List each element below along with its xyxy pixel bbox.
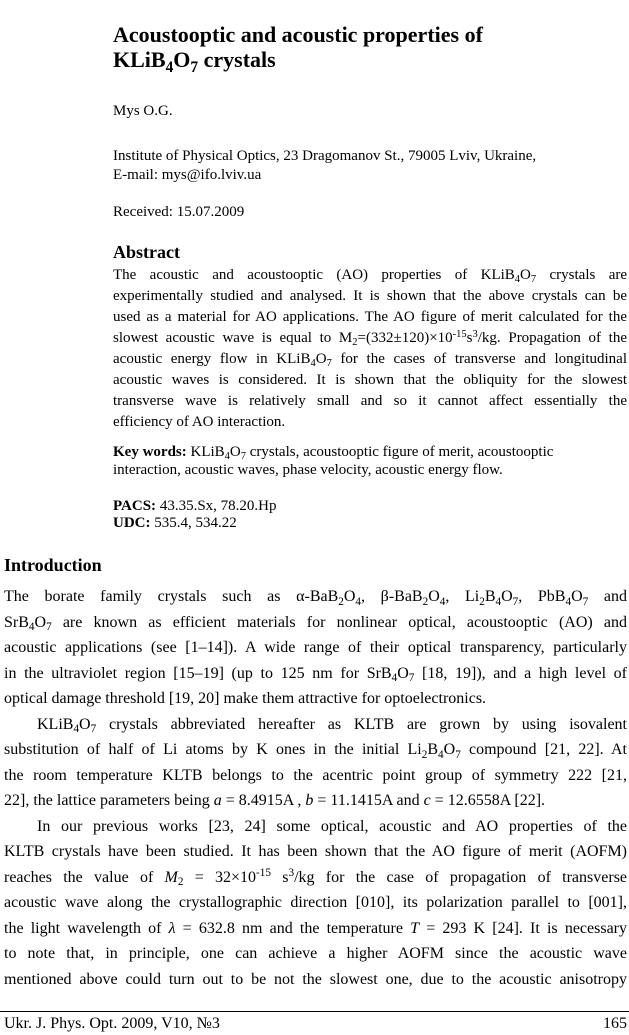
title-line bbox=[113, 47, 483, 76]
text-run: = 293 K [24]. It is necessary bbox=[419, 919, 628, 937]
text-run: = 8.4915A , bbox=[221, 792, 306, 809]
text-run: O bbox=[343, 588, 356, 605]
subscript: 7 bbox=[240, 451, 247, 463]
text-run: optical damage threshold [19, 20] make them attractive for optoelectronics. bbox=[4, 690, 487, 707]
italic-symbol: c bbox=[423, 792, 431, 809]
abstract-heading: Abstract bbox=[113, 242, 180, 262]
body-line bbox=[4, 890, 627, 916]
text-run: O bbox=[315, 351, 327, 367]
abstract-line bbox=[113, 349, 627, 370]
body-line bbox=[4, 661, 627, 687]
italic-symbol: M bbox=[164, 868, 178, 886]
text-run: KLiB bbox=[186, 444, 225, 460]
text-run: acoustic applications (see [1–14]). A wide range of their optical transparency, particularly bbox=[4, 639, 627, 656]
text-run: for the cases of transverse and longitudinal bbox=[331, 351, 628, 367]
abstract-line bbox=[113, 328, 627, 349]
body-line bbox=[4, 788, 627, 814]
italic-symbol: a bbox=[213, 792, 222, 809]
abstract-text bbox=[113, 265, 627, 433]
text-run: the room temperature KLTB belongs to the acentric point group of symmetry 222 [21, bbox=[4, 766, 627, 784]
text-run: in the ultraviolet region [15–19] (up to 125 nm for SrB bbox=[4, 664, 392, 682]
subscript: 4 bbox=[224, 451, 230, 463]
text-run: Acoustooptic and acoustic properties of bbox=[113, 22, 483, 47]
subscript: 7 bbox=[190, 58, 199, 76]
text-run: s bbox=[270, 868, 289, 886]
classification-line bbox=[113, 498, 277, 515]
body-line bbox=[4, 763, 627, 789]
abstract-line bbox=[113, 391, 627, 412]
text-run: used as a material for AO applications. The AO figure of merit calculated for the bbox=[113, 309, 627, 325]
text-run: =(332±120)×10 bbox=[357, 330, 453, 346]
subscript: 2 bbox=[352, 337, 358, 349]
superscript: 3 bbox=[472, 329, 478, 341]
subscript: 4 bbox=[438, 748, 444, 761]
page-number: 165 bbox=[603, 1015, 627, 1032]
text-run: O bbox=[79, 715, 91, 733]
abstract-line bbox=[113, 412, 627, 433]
text-run: efficiency of AO interaction. bbox=[113, 414, 286, 430]
body-line bbox=[4, 865, 627, 891]
body-line bbox=[4, 686, 627, 712]
text-run: 535.4, 534.22 bbox=[150, 515, 237, 531]
text-run: interaction, acoustic waves, phase velocity, acoustic energy flow. bbox=[113, 462, 503, 478]
text-run: B bbox=[484, 588, 496, 605]
text-run: O bbox=[397, 664, 409, 682]
text-run: O bbox=[428, 588, 440, 605]
text-run: crystals abbreviated hereafter as KLTB are grown by using isovalent bbox=[96, 715, 627, 733]
body-line bbox=[4, 941, 627, 967]
text-run: acoustic wave along the crystallographic direction [010], its polarization parallel to [001], bbox=[4, 894, 627, 911]
subscript: 2 bbox=[422, 595, 429, 608]
text-run: , β-BaB bbox=[361, 588, 423, 605]
subscript: 7 bbox=[512, 595, 519, 608]
subscript: 4 bbox=[28, 621, 35, 634]
author: Mys O.G. bbox=[113, 103, 173, 119]
superscript: -15 bbox=[452, 329, 467, 341]
text-run: crystals, acoustooptic figure of merit, acoustooptic bbox=[246, 444, 554, 460]
text-run: s bbox=[466, 330, 473, 346]
body-line bbox=[4, 814, 627, 840]
body-line bbox=[4, 712, 627, 738]
text-run: O bbox=[229, 444, 241, 460]
affiliation-line bbox=[113, 166, 536, 185]
paper-title bbox=[113, 22, 483, 76]
abstract-line bbox=[113, 265, 627, 286]
subscript: 4 bbox=[165, 58, 174, 76]
text-run: mentioned above could turn out to be not the slowest one, due to the acoustic anisotropy bbox=[4, 970, 627, 988]
text-run: are known as efficient materials for nonlinear optical, acoustooptic (AO) and bbox=[51, 613, 627, 631]
paragraph bbox=[4, 584, 627, 712]
text-run: slowest acoustic wave is equal to M bbox=[113, 330, 353, 346]
subscript: 2 bbox=[479, 595, 485, 608]
subscript: 7 bbox=[530, 274, 537, 286]
subscript: 7 bbox=[408, 672, 415, 685]
abstract-line bbox=[113, 370, 627, 391]
body-line bbox=[4, 839, 627, 865]
text-run: acoustic energy flow in KLiB bbox=[113, 351, 311, 367]
subscript: 7 bbox=[455, 748, 461, 761]
abstract-line bbox=[113, 307, 627, 328]
classification-line bbox=[113, 515, 277, 532]
subscript: 4 bbox=[391, 672, 398, 685]
affiliation bbox=[113, 147, 536, 185]
text-run: = 32×10 bbox=[183, 868, 257, 886]
subscript: 2 bbox=[421, 748, 428, 761]
subscript: 4 bbox=[495, 595, 502, 608]
text-run: to note that, in principle, one can achieve a higher AOFM since the acoustic wave bbox=[4, 945, 627, 962]
text-run: experimentally studied and analysed. It is shown that the above crystals can be bbox=[113, 288, 627, 304]
text-run: acoustic waves is considered. It is shown that the obliquity for the slowest bbox=[113, 372, 627, 388]
text-run: transverse wave is relatively small and so it cannot affect essentially the bbox=[113, 393, 627, 409]
body-line bbox=[4, 916, 627, 942]
subscript: 4 bbox=[514, 274, 521, 286]
subscript: 2 bbox=[338, 595, 344, 608]
text-run: O bbox=[571, 588, 583, 605]
text-run: In our previous works [23, 24] some optical, acoustic and AO properties of the bbox=[37, 817, 627, 835]
subscript: 7 bbox=[46, 621, 52, 634]
text-run: = 632.8 nm and the temperature bbox=[175, 919, 411, 937]
text-run: O bbox=[443, 741, 456, 758]
body-line bbox=[4, 737, 627, 763]
text-run: Institute of Physical Optics, 23 Dragomanov St., 79005 Lviv, Ukraine, bbox=[113, 148, 537, 164]
introduction-body bbox=[4, 584, 627, 992]
subscript: 2 bbox=[177, 876, 184, 889]
text-run: SrB bbox=[4, 613, 29, 631]
superscript: 3 bbox=[288, 867, 295, 880]
abstract-line bbox=[113, 286, 627, 307]
text-run: /kg for the case of propagation of transverse bbox=[294, 868, 628, 886]
text-run: 22], the lattice parameters being bbox=[4, 792, 214, 809]
text-run: /kg. Propagation of the bbox=[477, 330, 627, 346]
text-run: crystals bbox=[198, 47, 276, 72]
paragraph bbox=[4, 712, 627, 814]
text-run: KLTB crystals have been studied. It has been shown that the AO figure of merit (AOFM) bbox=[4, 843, 627, 860]
text-run: E-mail: mys@ifo.lviv.ua bbox=[113, 167, 262, 183]
subscript: 4 bbox=[439, 595, 446, 608]
italic-symbol: λ bbox=[168, 919, 176, 937]
text-run: = 11.1415A and bbox=[313, 792, 424, 809]
body-line bbox=[4, 610, 627, 636]
text-run: , PbB bbox=[518, 588, 566, 605]
text-run: 43.35.Sx, 78.20.Hp bbox=[156, 498, 277, 514]
keywords bbox=[113, 443, 627, 479]
text-run: and bbox=[588, 588, 627, 605]
journal-citation: Ukr. J. Phys. Opt. 2009, V10, №3 bbox=[4, 1015, 220, 1032]
classification-codes bbox=[113, 498, 277, 532]
text-run: substitution of half of Li atoms by K ones in the initial Li bbox=[4, 741, 422, 758]
bold-label: UDC: bbox=[113, 515, 151, 531]
section-heading-introduction: Introduction bbox=[4, 555, 102, 575]
text-run: crystals are bbox=[536, 267, 628, 283]
text-run: The borate family crystals such as α-BaB bbox=[4, 588, 339, 605]
text-run: KLiB bbox=[113, 47, 166, 72]
text-run: O bbox=[520, 267, 531, 283]
text-run: , Li bbox=[445, 588, 480, 605]
italic-symbol: b bbox=[305, 792, 314, 809]
text-run: = 12.6558A [22]. bbox=[430, 792, 546, 809]
bold-label: PACS: bbox=[113, 498, 157, 514]
affiliation-line bbox=[113, 147, 536, 166]
body-line bbox=[4, 584, 627, 610]
subscript: 4 bbox=[73, 723, 80, 736]
bold-label: Key words: bbox=[113, 444, 187, 460]
subscript: 7 bbox=[582, 595, 589, 608]
subscript: 4 bbox=[565, 595, 572, 608]
body-line bbox=[4, 635, 627, 661]
received-date: Received: 15.07.2009 bbox=[113, 204, 245, 220]
subscript: 4 bbox=[355, 595, 362, 608]
subscript: 7 bbox=[90, 723, 97, 736]
body-line bbox=[4, 967, 627, 993]
footer-divider bbox=[0, 1011, 629, 1012]
superscript: -15 bbox=[256, 867, 271, 880]
keywords-line bbox=[113, 461, 627, 479]
text-run: reaches the value of bbox=[4, 868, 165, 886]
text-run: O bbox=[173, 47, 191, 72]
keywords-line bbox=[113, 443, 627, 461]
text-run: The acoustic and acoustooptic (AO) properties of KLiB bbox=[113, 267, 515, 283]
subscript: 7 bbox=[326, 358, 332, 370]
italic-symbol: T bbox=[410, 919, 420, 937]
text-run: O bbox=[501, 588, 513, 605]
text-run: compound [21, 22]. At bbox=[460, 741, 627, 758]
paragraph bbox=[4, 814, 627, 993]
text-run: B bbox=[427, 741, 439, 758]
text-run: O bbox=[34, 613, 47, 631]
title-line bbox=[113, 22, 483, 47]
text-run: KLiB bbox=[37, 715, 74, 733]
text-run: [18, 19]), and a high level of bbox=[414, 664, 627, 682]
text-run: the light wavelength of bbox=[4, 919, 169, 937]
subscript: 4 bbox=[310, 358, 316, 370]
